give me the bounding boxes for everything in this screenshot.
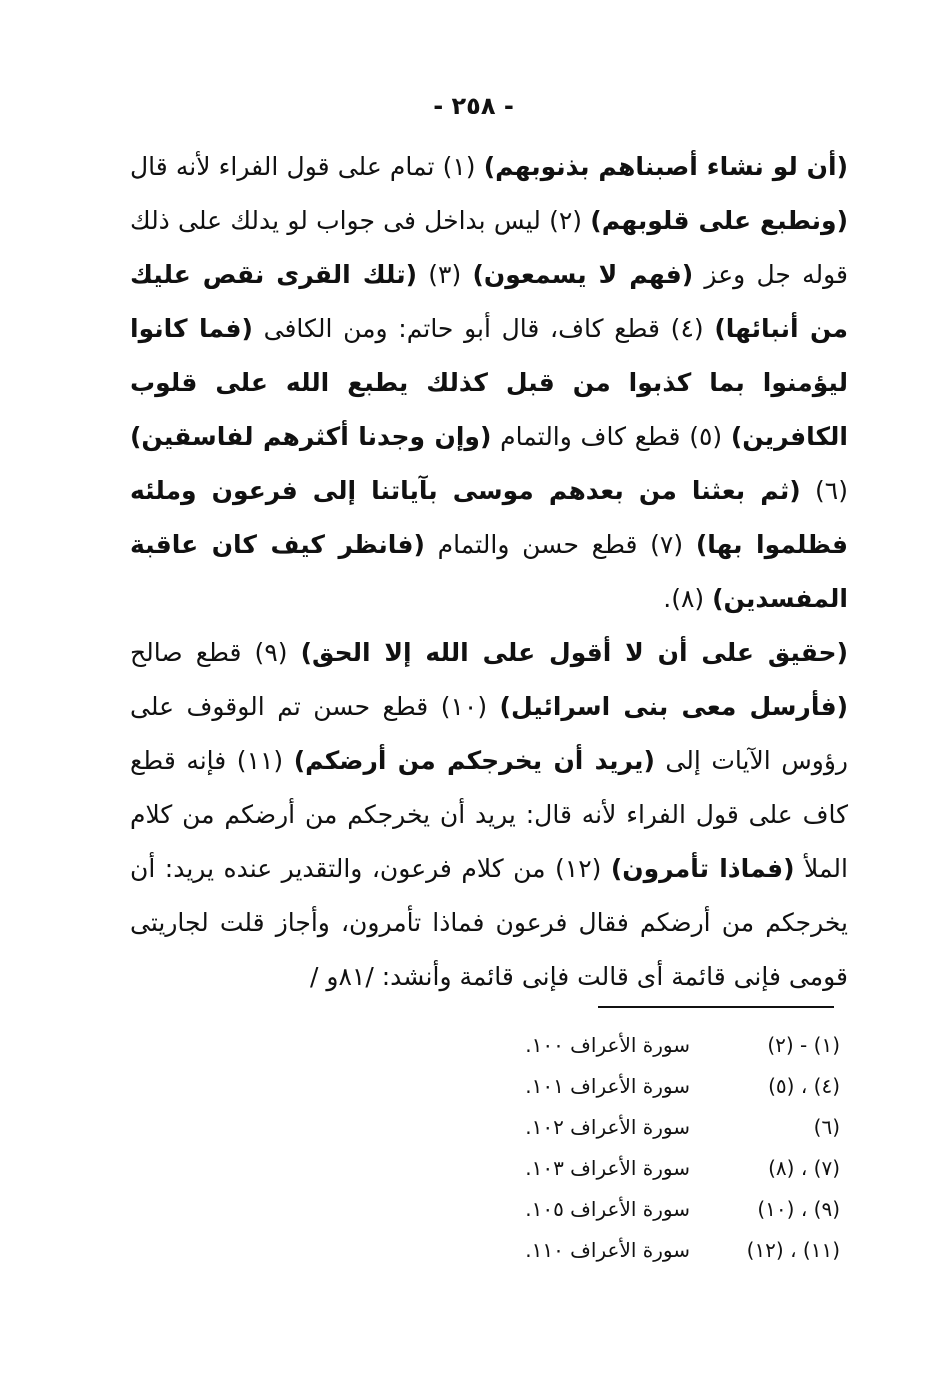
footnote-refs: (٤) ، (٥) bbox=[768, 1073, 840, 1098]
quran-quote: (يريد أن يخرجكم من أرضكم) bbox=[293, 746, 655, 775]
footnote-row bbox=[440, 1147, 840, 1188]
commentary-text: (٩) قطع صالح bbox=[130, 638, 301, 667]
page-number: - ٢٥٨ - bbox=[433, 92, 514, 120]
quran-quote: (ثم بعثنا من بعدهم موسى بآياتنا إلى فرعون وملئه فظلموا بها) bbox=[130, 476, 848, 559]
commentary-text: (٣) bbox=[417, 260, 473, 289]
quran-quote: (وإن وجدنا أكثرهم لفاسقين) bbox=[130, 422, 492, 451]
quran-quote: (أن لو نشاء أصبناهم بذنوبهم) bbox=[483, 152, 849, 181]
footnote-refs: (٧) ، (٨) bbox=[768, 1155, 840, 1180]
footnote-separator bbox=[598, 1006, 834, 1008]
footnote-source: سورة الأعراف ١٠٠. bbox=[525, 1032, 690, 1057]
footnote-refs: (٩) ، (١٠) bbox=[757, 1196, 840, 1221]
commentary-text: (١١) فإنه قطع كاف على قول الفراء لأنه قال: يريد أن يخرجكم من أرضكم من كلام الملأ bbox=[130, 746, 848, 883]
commentary-text: (١٠) قطع حسن تم الوقوف على رؤوس الآيات إلى bbox=[130, 692, 848, 775]
footnote-row bbox=[440, 1065, 840, 1106]
footnote-refs: (١١) ، (١٢) bbox=[746, 1237, 840, 1262]
commentary-text: (٥) قطع كاف والتمام bbox=[491, 422, 731, 451]
footnote-source: سورة الأعراف ١٠٢. bbox=[525, 1114, 690, 1139]
quran-quote: (فهم لا يسمعون) bbox=[472, 260, 694, 289]
footnote-source: سورة الأعراف ١١٠. bbox=[525, 1237, 690, 1262]
footnote-source: سورة الأعراف ١٠١. bbox=[525, 1073, 690, 1098]
commentary-text: (٢) ليس بداخل فى جواب لو يدلك على ذلك قوله جل وعز bbox=[130, 206, 849, 289]
main-text bbox=[130, 140, 848, 1004]
footnote-refs: (١) - (٢) bbox=[767, 1032, 840, 1057]
footnote-refs: (٦) bbox=[813, 1114, 840, 1139]
commentary-text: (٨). bbox=[663, 584, 713, 613]
footnote-row bbox=[440, 1024, 840, 1065]
footnote-source: سورة الأعراف ١٠٣. bbox=[525, 1155, 690, 1180]
quran-quote: (فانظر كيف كان عاقبة المفسدين) bbox=[130, 530, 848, 613]
footnote-source: سورة الأعراف ١٠٥. bbox=[525, 1196, 690, 1221]
commentary-text: (٤) قطع كاف، قال أبو حاتم: ومن الكافى bbox=[252, 314, 715, 343]
quran-quote: (فأرسل معى بنى اسرائيل) bbox=[499, 692, 849, 721]
quran-quote: (حقيق على أن لا أقول على الله إلا الحق) bbox=[300, 638, 849, 667]
paragraph-1 bbox=[130, 140, 848, 626]
quran-quote: (ونطبع على قلوبهم) bbox=[590, 206, 849, 235]
commentary-text: (٧) قطع حسن والتمام bbox=[424, 530, 696, 559]
quran-quote: (فما كانوا ليؤمنوا بما كذبوا من قبل كذلك يطبع الله على قلوب الكافرين) bbox=[130, 314, 848, 451]
commentary-text: (١) تمام على قول الفراء لأنه قال bbox=[130, 152, 484, 181]
paragraph-2 bbox=[130, 626, 848, 1004]
footnote-row bbox=[440, 1229, 840, 1270]
footnote-row bbox=[440, 1106, 840, 1147]
quran-quote: (فماذا تأمرون) bbox=[610, 854, 795, 883]
quran-quote: (تلك القرى نقص عليك من أنبائها) bbox=[130, 260, 849, 343]
footnotes-list bbox=[440, 1024, 840, 1270]
footnote-row bbox=[440, 1188, 840, 1229]
commentary-text: (١٢) من كلام فرعون، والتقدير عنده يريد: أن يخرجكم من أرضكم فقال فرعون فماذا تأمرون، وأجاز قلت لجاريتى قومى فإنى قائمة أى قالت فإنى قائمة وأنشد: /٨١و / bbox=[130, 854, 848, 991]
commentary-text: (٦) bbox=[800, 476, 848, 505]
